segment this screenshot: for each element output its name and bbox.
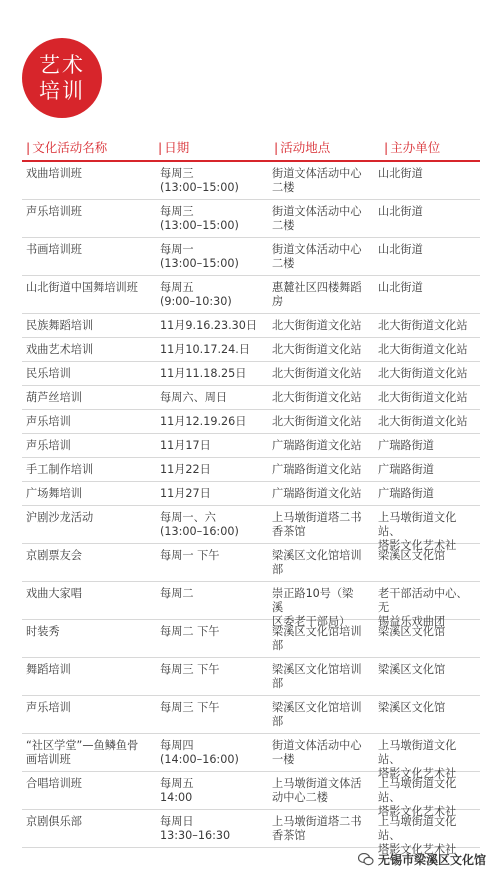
table-row [22, 410, 480, 434]
cell-org-text: 广瑞路街道 [378, 439, 434, 452]
cell-name-text: “社区学堂”—鱼鳞鱼骨 画培训班 [26, 739, 139, 766]
cell-org [368, 663, 480, 695]
cell-date-text: 每周一 (13:00–15:00) [160, 243, 239, 270]
cell-org-text: 山北街道 [378, 281, 423, 294]
cell-name-text: 戏曲艺术培训 [26, 343, 94, 356]
table-row [22, 506, 480, 552]
cell-date-text: 11月11.18.25日 [160, 367, 247, 380]
cell-date [150, 205, 262, 237]
header-date-label: 日期 [164, 140, 190, 155]
table-row [22, 238, 480, 276]
cell-name [22, 243, 150, 275]
cell-name [22, 739, 150, 771]
cell-org-text: 山北街道 [378, 205, 423, 218]
cell-date-text: 11月10.17.24.日 [160, 343, 250, 356]
cell-place [262, 281, 368, 313]
cell-name [22, 511, 150, 543]
cell-name [22, 549, 150, 581]
cell-org-text: 梁溪区文化馆 [378, 701, 446, 714]
cell-name-text: 戏曲培训班 [26, 167, 82, 180]
cell-org [368, 587, 480, 628]
cell-place-text: 上马墩街道文体活 动中心二楼 [272, 777, 362, 804]
cell-date-text: 11月9.16.23.30日 [160, 319, 258, 332]
cell-name-text: 手工制作培训 [26, 463, 94, 476]
table-row [22, 620, 480, 658]
cell-org-text: 梁溪区文化馆 [378, 549, 446, 562]
cell-org-text: 上马墩街道文化站、 塔影文化艺术社 [378, 511, 457, 552]
header-org: | 主办单位 [384, 140, 441, 155]
cell-org [368, 739, 480, 780]
cell-org-text: 老干部活动中心、无 锡益乐戏曲团 [378, 587, 468, 628]
cell-date-text: 每周一、六 (13:00–16:00) [160, 511, 239, 538]
cell-place [262, 439, 368, 457]
table-row [22, 482, 480, 506]
table-body [22, 162, 480, 856]
table-row [22, 314, 480, 338]
cell-org [368, 281, 480, 313]
cell-place [262, 243, 368, 275]
cell-date [150, 487, 262, 505]
cell-place-text: 梁溪区文化馆培训 部 [272, 549, 362, 576]
cell-name-text: 时装秀 [26, 625, 60, 638]
cell-place-text: 广瑞路街道文化站 [272, 439, 362, 452]
cell-org [368, 439, 480, 457]
cell-org-text: 广瑞路街道 [378, 487, 434, 500]
cell-name-text: 声乐培训 [26, 701, 71, 714]
cell-place [262, 701, 368, 733]
cell-org [368, 511, 480, 552]
table-row [22, 386, 480, 410]
cell-org [368, 243, 480, 275]
cell-org-text: 北大街街道文化站 [378, 391, 468, 404]
cell-date [150, 167, 262, 199]
cell-date [150, 663, 262, 695]
table-row [22, 658, 480, 696]
cell-name-text: 声乐培训 [26, 415, 71, 428]
cell-org [368, 701, 480, 733]
table-row [22, 734, 480, 780]
cell-name [22, 587, 150, 619]
cell-place-text: 街道文体活动中心 二楼 [272, 167, 362, 194]
watermark [358, 851, 486, 868]
cell-date-text: 每周三 下午 [160, 701, 220, 714]
cell-name [22, 391, 150, 409]
cell-name-text: 声乐培训 [26, 439, 71, 452]
cell-name [22, 281, 150, 313]
cell-org-text: 广瑞路街道 [378, 463, 434, 476]
cell-place-text: 北大街街道文化站 [272, 367, 362, 380]
cell-org-text: 北大街街道文化站 [378, 343, 468, 356]
activity-table [22, 134, 480, 856]
table-row [22, 544, 480, 582]
cell-place [262, 487, 368, 505]
cell-place [262, 663, 368, 695]
cell-org [368, 777, 480, 818]
cell-date-text: 11月27日 [160, 487, 211, 500]
cell-place [262, 167, 368, 199]
table-row [22, 200, 480, 238]
cell-date [150, 701, 262, 733]
cell-place-text: 北大街街道文化站 [272, 415, 362, 428]
cell-name-text: 沪剧沙龙活动 [26, 511, 94, 524]
cell-date-text: 每周四 (14:00–16:00) [160, 739, 239, 766]
cell-date [150, 625, 262, 657]
cell-place [262, 815, 368, 847]
cell-date [150, 439, 262, 457]
cell-place [262, 739, 368, 771]
table-row [22, 582, 480, 628]
cell-place-text: 北大街街道文化站 [272, 343, 362, 356]
header-place: | 活动地点 [274, 140, 331, 155]
header-org-label: 主办单位 [390, 140, 441, 155]
cell-name [22, 487, 150, 505]
cell-org [368, 625, 480, 657]
watermark-text: 无锡市梁溪区文化馆 [377, 853, 486, 867]
cell-name-text: 京剧俱乐部 [26, 815, 82, 828]
cell-place-text: 北大街街道文化站 [272, 319, 362, 332]
cell-place-text: 崇正路10号（梁溪 区委老干部局） [272, 587, 354, 628]
cell-date [150, 511, 262, 543]
cell-org [368, 205, 480, 237]
cell-date [150, 243, 262, 275]
cell-place [262, 319, 368, 337]
header-name: | 文化活动名称 [26, 140, 108, 155]
cell-place-text: 上马墩街道塔二书 香茶馆 [272, 511, 362, 538]
header-date: | 日期 [158, 140, 190, 155]
cell-org [368, 415, 480, 433]
cell-name [22, 415, 150, 433]
cell-place-text: 街道文体活动中心 一楼 [272, 739, 362, 766]
cell-date-text: 11月17日 [160, 439, 211, 452]
cell-name-text: 民族舞蹈培训 [26, 319, 94, 332]
cell-org [368, 343, 480, 361]
cell-date [150, 391, 262, 409]
cell-date [150, 549, 262, 581]
table-row [22, 696, 480, 734]
cell-place-text: 梁溪区文化馆培训 部 [272, 701, 362, 728]
cell-name-text: 声乐培训班 [26, 205, 82, 218]
cell-place [262, 415, 368, 433]
cell-place [262, 367, 368, 385]
cell-date-text: 每周一 下午 [160, 549, 220, 562]
cell-date-text: 每周三 (13:00–15:00) [160, 167, 239, 194]
cell-name [22, 205, 150, 237]
cell-place [262, 463, 368, 481]
cell-date [150, 343, 262, 361]
cell-place-text: 北大街街道文化站 [272, 391, 362, 404]
cell-place-text: 梁溪区文化馆培训 部 [272, 663, 362, 690]
cell-name-text: 舞蹈培训 [26, 663, 71, 676]
table-row [22, 362, 480, 386]
table-row [22, 338, 480, 362]
cell-date-text: 每周三 (13:00–15:00) [160, 205, 239, 232]
cell-name-text: 山北街道中国舞培训班 [26, 281, 138, 294]
table-row [22, 162, 480, 200]
cell-org [368, 167, 480, 199]
cell-org-text: 上马墩街道文化站、 塔影文化艺术社 [378, 777, 457, 818]
cell-date [150, 777, 262, 809]
cell-org [368, 487, 480, 505]
cell-date-text: 每周三 下午 [160, 663, 220, 676]
cell-org-text: 北大街街道文化站 [378, 367, 468, 380]
cell-name [22, 701, 150, 733]
badge-line-2: 培训 [39, 79, 85, 103]
cell-name-text: 京剧票友会 [26, 549, 82, 562]
cell-place [262, 391, 368, 409]
table-row [22, 276, 480, 314]
cell-place-text: 梁溪区文化馆培训 部 [272, 625, 362, 652]
table-row [22, 434, 480, 458]
cell-place [262, 205, 368, 237]
cell-date-text: 每周二 下午 [160, 625, 220, 638]
cell-org-text: 北大街街道文化站 [378, 415, 468, 428]
cell-date [150, 587, 262, 619]
cell-place-text: 上马墩街道塔二书 香茶馆 [272, 815, 362, 842]
cell-date-text: 11月12.19.26日 [160, 415, 247, 428]
cell-place-text: 街道文体活动中心 二楼 [272, 205, 362, 232]
cell-place [262, 587, 368, 628]
table-row [22, 458, 480, 482]
cell-org-text: 上马墩街道文化站、 塔影文化艺术社 [378, 815, 457, 856]
cell-date [150, 739, 262, 771]
header-place-label: 活动地点 [280, 140, 331, 155]
cell-date [150, 367, 262, 385]
cell-name [22, 777, 150, 809]
cell-org-text: 山北街道 [378, 167, 423, 180]
cell-org-text: 北大街街道文化站 [378, 319, 468, 332]
cell-date [150, 815, 262, 847]
cell-date-text: 每周五 14:00 [160, 777, 194, 804]
cell-date-text: 11月22日 [160, 463, 211, 476]
cell-org-text: 梁溪区文化馆 [378, 625, 446, 638]
badge-line-1: 艺术 [39, 53, 85, 77]
cell-date [150, 415, 262, 433]
cell-org-text: 梁溪区文化馆 [378, 663, 446, 676]
header-name-label: 文化活动名称 [32, 140, 108, 155]
cell-name-text: 葫芦丝培训 [26, 391, 82, 404]
cell-place [262, 343, 368, 361]
cell-place [262, 777, 368, 809]
cell-place [262, 625, 368, 657]
cell-org-text: 上马墩街道文化站、 塔影文化艺术社 [378, 739, 457, 780]
cell-org [368, 391, 480, 409]
cell-name-text: 广场舞培训 [26, 487, 82, 500]
cell-date-text: 每周六、周日 [160, 391, 228, 404]
cell-place [262, 549, 368, 581]
cell-name [22, 167, 150, 199]
cell-place-text: 惠麓社区四楼舞蹈 房 [272, 281, 362, 308]
cell-name [22, 319, 150, 337]
cell-name [22, 663, 150, 695]
cell-place-text: 街道文体活动中心 二楼 [272, 243, 362, 270]
cell-date [150, 463, 262, 481]
cell-name [22, 367, 150, 385]
cell-name [22, 343, 150, 361]
cell-org-text: 山北街道 [378, 243, 423, 256]
cell-name-text: 戏曲大家唱 [26, 587, 82, 600]
cell-date-text: 每周二 [160, 587, 194, 600]
cell-org [368, 367, 480, 385]
cell-name-text: 合唱培训班 [26, 777, 82, 790]
cell-name [22, 815, 150, 847]
wechat-icon [358, 853, 374, 866]
cell-place [262, 511, 368, 543]
table-header [22, 134, 480, 162]
cell-name [22, 463, 150, 481]
cell-place-text: 广瑞路街道文化站 [272, 487, 362, 500]
cell-name-text: 书画培训班 [26, 243, 82, 256]
table-row [22, 810, 480, 856]
cell-org [368, 319, 480, 337]
cell-date-text: 每周五 (9:00–10:30) [160, 281, 232, 308]
cell-date-text: 每周日 13:30–16:30 [160, 815, 231, 842]
section-badge [22, 38, 102, 118]
cell-org [368, 549, 480, 581]
cell-org [368, 463, 480, 481]
cell-date [150, 319, 262, 337]
cell-date [150, 281, 262, 313]
cell-place-text: 广瑞路街道文化站 [272, 463, 362, 476]
cell-org [368, 815, 480, 856]
cell-name [22, 625, 150, 657]
cell-name [22, 439, 150, 457]
table-row [22, 772, 480, 818]
cell-name-text: 民乐培训 [26, 367, 71, 380]
